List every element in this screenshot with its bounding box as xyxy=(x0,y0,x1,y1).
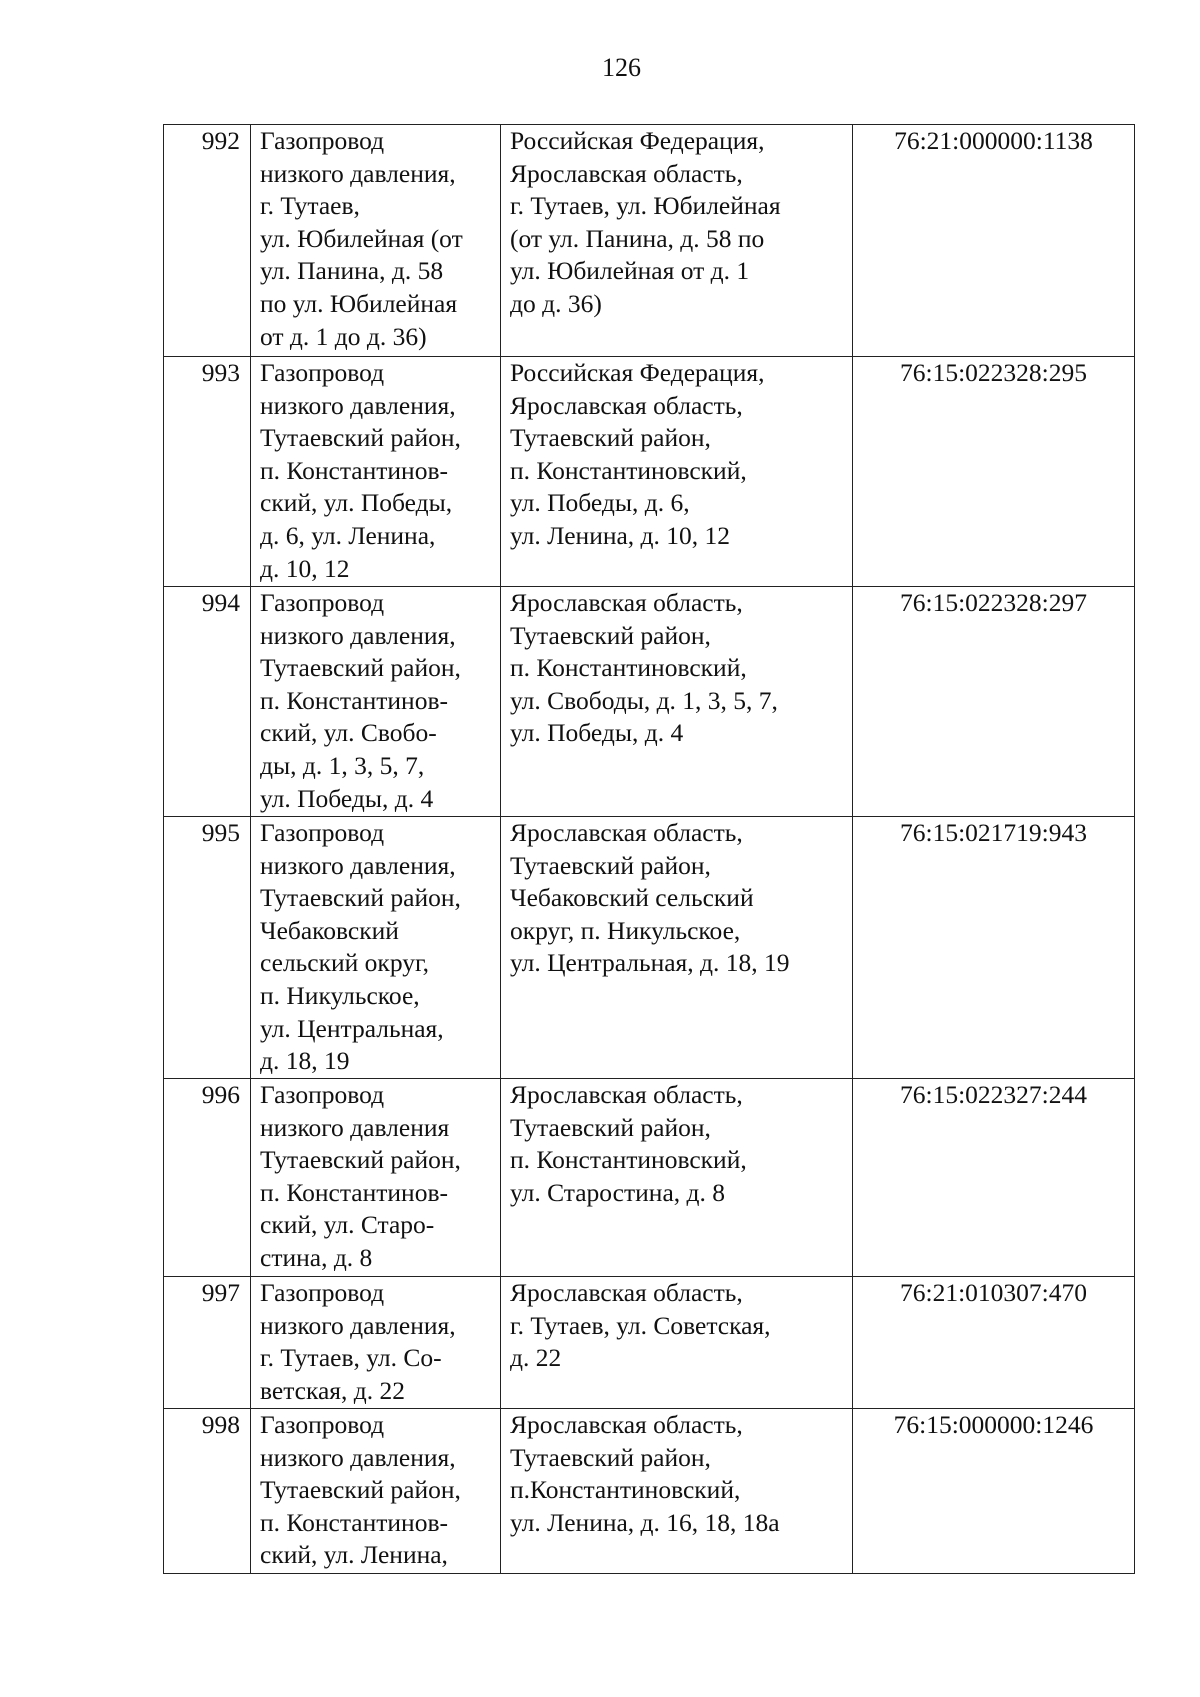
object-name: Газопровод низкого давления, г. Тутаев, ул. Со- ветская, д. 22 xyxy=(251,1277,501,1409)
table-row xyxy=(164,357,1135,587)
row-number: 993 xyxy=(164,357,251,587)
cadastral-number: 76:15:022327:244 xyxy=(853,1079,1135,1277)
object-address: Российская Федерация, Ярославская область, г. Тутаев, ул. Юбилейная (от ул. Панина, д. 58 по ул. Юбилейная от д. 1 до д. 36) xyxy=(501,125,853,357)
object-address: Ярославская область, г. Тутаев, ул. Советская, д. 22 xyxy=(501,1277,853,1409)
row-number: 996 xyxy=(164,1079,251,1277)
table-row xyxy=(164,1079,1135,1277)
object-address: Ярославская область, Тутаевский район, п. Константиновский, ул. Старостина, д. 8 xyxy=(501,1079,853,1277)
row-number: 992 xyxy=(164,125,251,357)
cadastral-number: 76:21:000000:1138 xyxy=(853,125,1135,357)
table-row xyxy=(164,817,1135,1079)
table-row xyxy=(164,1277,1135,1409)
object-address: Российская Федерация, Ярославская область, Тутаевский район, п. Константиновский, ул. Победы, д. 6, ул. Ленина, д. 10, 12 xyxy=(501,357,853,587)
cadastral-number: 76:15:022328:295 xyxy=(853,357,1135,587)
object-name: Газопровод низкого давления, Тутаевский район, п. Константинов- ский, ул. Ленина, xyxy=(251,1409,501,1574)
row-number: 997 xyxy=(164,1277,251,1409)
row-number: 998 xyxy=(164,1409,251,1574)
object-name: Газопровод низкого давления, г. Тутаев, ул. Юбилейная (от ул. Панина, д. 58 по ул. Юбилейная от д. 1 до д. 36) xyxy=(251,125,501,357)
cadastral-number: 76:21:010307:470 xyxy=(853,1277,1135,1409)
row-number: 995 xyxy=(164,817,251,1079)
cadastral-number: 76:15:022328:297 xyxy=(853,587,1135,817)
object-address: Ярославская область, Тутаевский район, п. Константиновский, ул. Свободы, д. 1, 3, 5, 7, ул. Победы, д. 4 xyxy=(501,587,853,817)
object-name: Газопровод низкого давления Тутаевский район, п. Константинов- ский, ул. Старо- стина, д. 8 xyxy=(251,1079,501,1277)
table-row xyxy=(164,1409,1135,1574)
row-number: 994 xyxy=(164,587,251,817)
object-address: Ярославская область, Тутаевский район, Чебаковский сельский округ, п. Никульское, ул. Центральная, д. 18, 19 xyxy=(501,817,853,1079)
cadastral-number: 76:15:021719:943 xyxy=(853,817,1135,1079)
cadastral-number: 76:15:000000:1246 xyxy=(853,1409,1135,1574)
object-name: Газопровод низкого давления, Тутаевский район, п. Константинов- ский, ул. Свобо- ды, д. 1, 3, 5, 7, ул. Победы, д. 4 xyxy=(251,587,501,817)
table-row xyxy=(164,125,1135,357)
object-name: Газопровод низкого давления, Тутаевский район, п. Константинов- ский, ул. Победы, д. 6, ул. Ленина, д. 10, 12 xyxy=(251,357,501,587)
object-address: Ярославская область, Тутаевский район, п.Константиновский, ул. Ленина, д. 16, 18, 18а xyxy=(501,1409,853,1574)
page-number: 126 xyxy=(602,53,641,82)
table-row xyxy=(164,587,1135,817)
object-name: Газопровод низкого давления, Тутаевский район, Чебаковский сельский округ, п. Никульское, ул. Центральная, д. 18, 19 xyxy=(251,817,501,1079)
registry-table xyxy=(163,124,1135,1574)
